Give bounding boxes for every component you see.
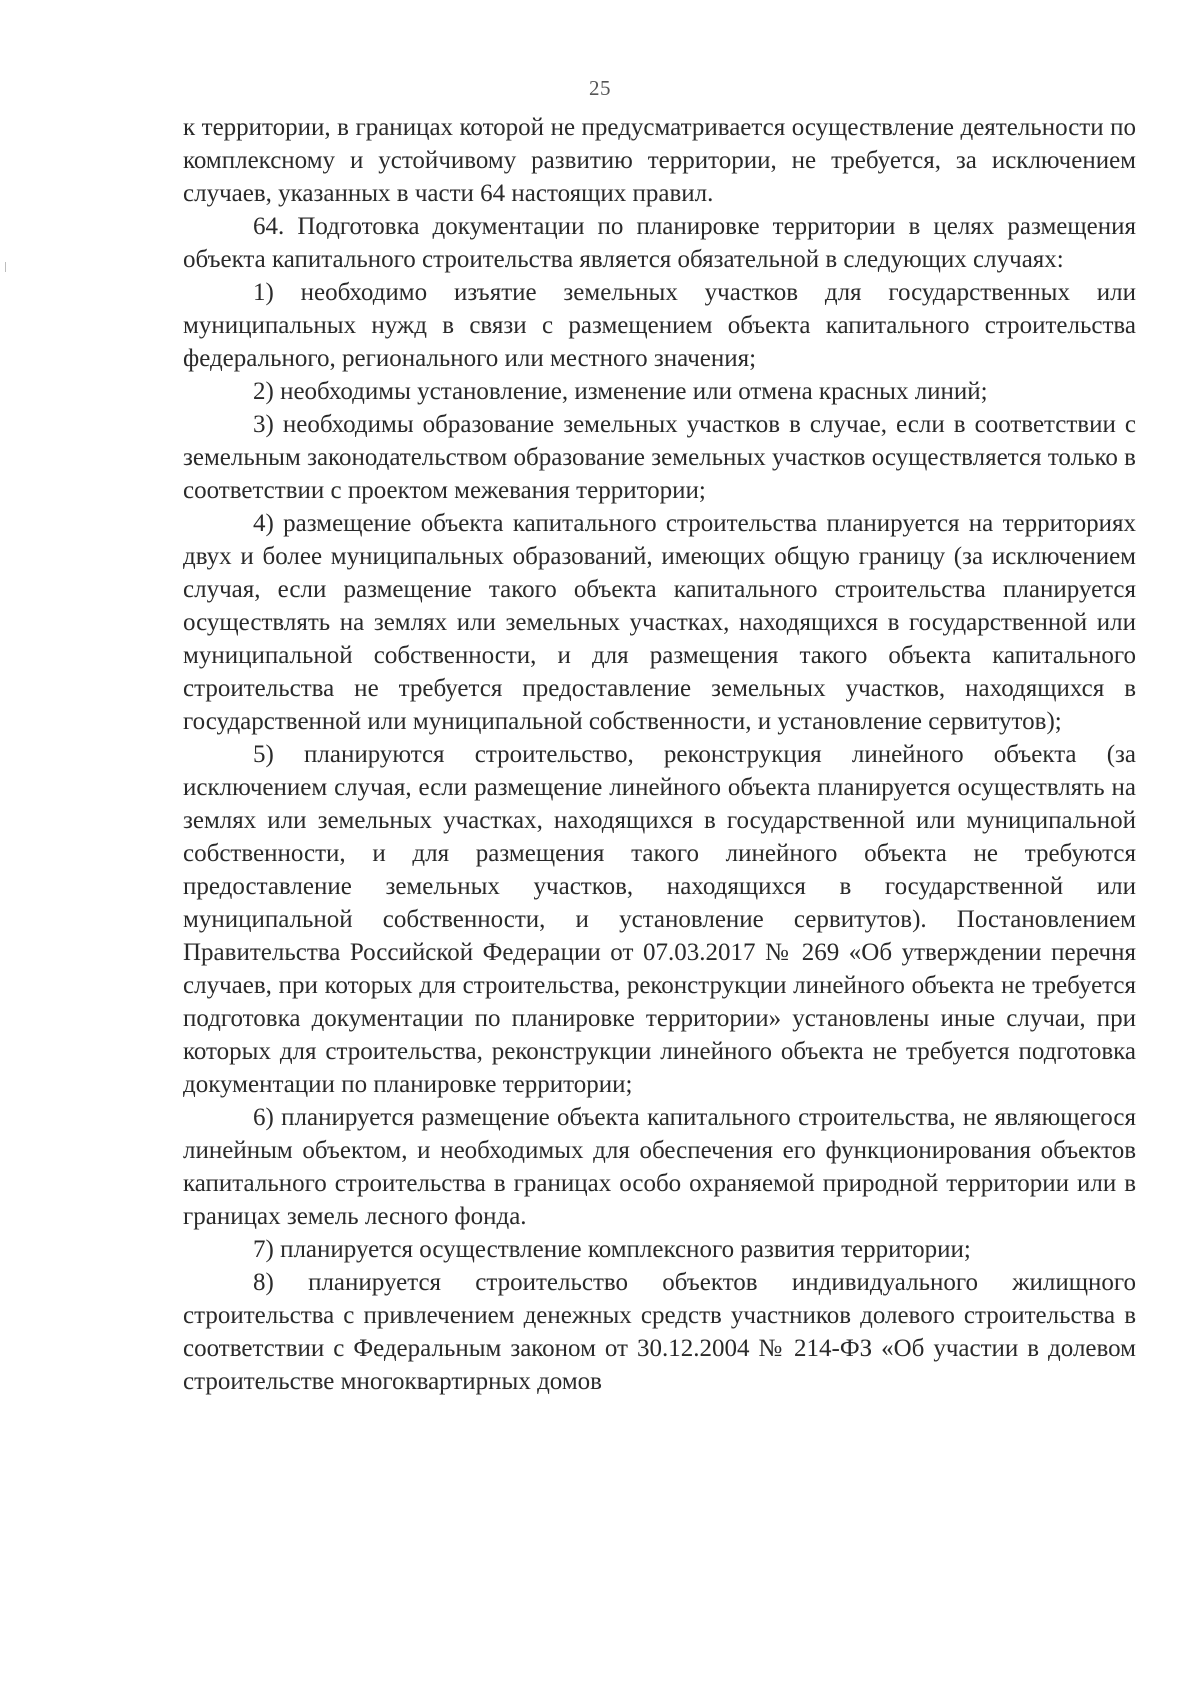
list-item-3: 3) необходимы образование земельных участков в случае, если в соответствии с земельным законодательством образование земельных участков осуществляется только в соответствии с проектом межевания территории;	[183, 411, 1136, 504]
document-body	[183, 111, 1136, 1398]
list-item-8: 8) планируется строительство объектов индивидуального жилищного строительства с привлечением денежных средств участников долевого строительства в соответствии с Федеральным законом от 30.12.2004 № 214-ФЗ «Об участии в долевом строительстве многоквартирных домов	[183, 1269, 1136, 1395]
list-item-6: 6) планируется размещение объекта капитального строительства, не являющегося линейным объектом, и необходимых для обеспечения его функционирования объектов капитального строительства в границах особо охраняемой природной территории или в границах земель лесного фонда.	[183, 1104, 1136, 1230]
page-number: 25	[589, 76, 611, 100]
clause-64-paragraph: 64. Подготовка документации по планировке территории в целях размещения объекта капитального строительства является обязательной в следующих случаях:	[183, 213, 1136, 273]
continuation-paragraph: к территории, в границах которой не предусматривается осуществление деятельности по комплексному и устойчивому развитию территории, не требуется, за исключением случаев, указанных в части 64 настоящих правил.	[183, 114, 1136, 207]
list-item-4: 4) размещение объекта капитального строительства планируется на территориях двух и более муниципальных образований, имеющих общую границу (за исключением случая, если размещение такого объекта капитального строительства планируется осуществлять на землях или земельных участках, находящихся в государственной или муниципальной собственности, и для размещения такого объекта капитального строительства не требуется предоставление земельных участков, находящихся в государственной или муниципальной собственности, и установление сервитутов);	[183, 510, 1136, 735]
margin-mark	[5, 262, 6, 272]
list-item-1: 1) необходимо изъятие земельных участков для государственных или муниципальных нужд в связи с размещением объекта капитального строительства федерального, регионального или местного значения;	[183, 279, 1136, 372]
list-item-2: 2) необходимы установление, изменение или отмена красных линий;	[253, 378, 988, 405]
list-item-7: 7) планируется осуществление комплексного развития территории;	[253, 1236, 971, 1263]
list-item-5: 5) планируются строительство, реконструкция линейного объекта (за исключением случая, если размещение линейного объекта планируется осуществлять на землях или земельных участках, находящихся в государственной или муниципальной собственности, и для размещения такого линейного объекта не требуются предоставление земельных участков, находящихся в государственной или муниципальной собственности, и установление сервитутов). Постановлением Правительства Российской Федерации от 07.03.2017 № 269 «Об утверждении перечня случаев, при которых для строительства, реконструкции линейного объекта не требуется подготовка документации по планировке территории» установлены иные случаи, при которых для строительства, реконструкции линейного объекта не требуется подготовка документации по планировке территории;	[183, 741, 1136, 1098]
